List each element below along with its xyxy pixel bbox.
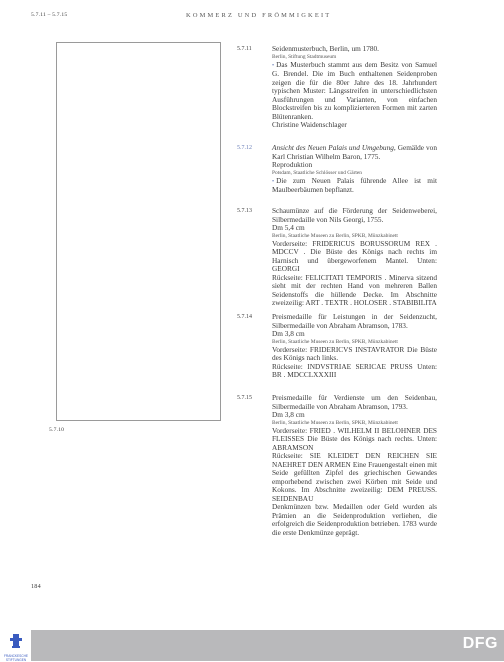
entry-body — [272, 313, 437, 380]
entry-text — [272, 224, 437, 233]
entry-line-text: Berlin, Stiftung Stadtmuseum — [272, 53, 337, 60]
entry-number: 5.7.15 — [237, 395, 252, 401]
entry-number: 5.7.13 — [237, 208, 252, 214]
entry-text — [272, 394, 437, 411]
entry-line-text: Potsdam, Staatliche Schlösser und Gärten — [272, 169, 362, 176]
footer-bar — [31, 630, 504, 661]
entry-line-text: Seidenmusterbuch, Berlin, um 1780. — [272, 44, 380, 53]
bullet-icon: • — [272, 62, 275, 69]
entry-text — [272, 207, 437, 224]
catalogue-entry — [237, 45, 437, 130]
catalogue-entry — [237, 394, 437, 537]
entry-line-text: Dm 5,4 cm — [272, 223, 305, 232]
entry-text — [272, 144, 437, 161]
entry-line-text: Rückseite: FELICITATI TEMPORIS . Minerva sitzend sieht mit der rechten Hand von mehreren Ballen Seidenstoffs die hüllende Decke. Im Abschnitte zweizeilig: ART . TEXTR . HOLOSER . STABIBILITA — [272, 272, 437, 307]
logo-emblem-icon — [3, 632, 29, 650]
figure-frame — [56, 42, 221, 421]
entry-line-text: Denkmünzen bzw. Medaillen oder Geld wurden als Prämien an die Seidenproduktion verliehen, die erfolgreich die Seidenproduktion betrieben. 1783 wurde die erste Denkmünze geprägt. — [272, 502, 437, 537]
entry-line-text: Christine Waidenschlager — [272, 120, 347, 129]
entry-number: 5.7.14 — [237, 314, 252, 320]
entry-text — [272, 452, 437, 503]
catalogue-entry — [237, 313, 437, 380]
entry-text — [272, 61, 437, 122]
entry-line-text: Berlin, Staatliche Museen zu Berlin, SPKB, Münzkabinett — [272, 419, 398, 426]
entry-line-suffix: , Gemälde von Karl Christian Wilhelm Baron, 1775. — [272, 143, 437, 161]
entry-body — [272, 207, 437, 308]
artwork-title: Ansicht des Neuen Palais und Umgebung — [272, 143, 394, 152]
figure-caption-number: 5.7.10 — [49, 427, 65, 433]
entry-text — [272, 313, 437, 330]
entry-line-text: Die zum Neuen Palais führende Allee ist mit Maulbeerbäumen bepflanzt. — [272, 175, 437, 194]
dfg-logo: DFG — [462, 635, 498, 652]
entry-line-text: Vorderseite: FRIDERICVS INSTAVRATOR Die Büste des Königs nach links. — [272, 344, 437, 362]
entry-text — [272, 330, 437, 339]
entry-line-text: Vorderseite: FRIED . WILHELM II BELOHNER DES FLEISSES Die Büste des Königs nach rechts. Unten: ABRAMSON — [272, 425, 437, 452]
entry-text — [272, 177, 437, 195]
entry-line-text: Rückseite: INDVSTRIAE SERICAE PRUSS Unten: BR . MDCCLXXXIII — [272, 361, 437, 379]
entry-line-text: Berlin, Staatliche Museen zu Berlin, SPKB, Münzkabinett — [272, 338, 398, 345]
entry-body — [272, 144, 437, 195]
entry-line-text: Dm 3,8 cm — [272, 410, 305, 419]
running-head-range: 5.7.11 – 5.7.15 — [31, 12, 68, 18]
entry-text — [272, 411, 437, 420]
entry-line-text: Berlin, Staatliche Museen zu Berlin, SPKB, Münzkabinett — [272, 232, 398, 239]
entry-text — [272, 240, 437, 274]
entry-line-text: Schaumünze auf die Förderung der Seidenweberei, Silbermedaille von Nils Georgi, 1755. — [272, 206, 437, 224]
entry-text — [272, 427, 437, 453]
entry-line-text: Rückseite: SIE KLEIDET DEN REICHEN SIE NAEHRET DEN ARMEN Eine Frauengestalt einen mit Seide gefüllten Zipfel des griechischen Gewandes emporhebend zwischen zwei Körben mit Seide und Kokons. Im Abschnitte zweizeilig: DEM PREUSS. SEIDENBAU — [272, 451, 437, 503]
running-head-title: KOMMERZ UND FRÖMMIGKEIT — [186, 12, 332, 19]
entry-text — [272, 161, 437, 170]
catalogue-entry — [237, 207, 437, 308]
catalogue-entry — [237, 144, 437, 195]
entry-text — [272, 274, 437, 308]
franckesche-stiftungen-logo — [3, 632, 29, 660]
entry-text — [272, 45, 437, 54]
entry-text — [272, 503, 437, 537]
logo-wordmark: FRANCKESCHE STIFTUNGEN — [3, 654, 29, 662]
entry-body — [272, 394, 437, 537]
entry-line-text: Preismedaille für Verdienste um den Seidenbau, Silbermedaille von Abraham Abramson, 1793. — [272, 393, 437, 411]
entry-line-text: Das Musterbuch stammt aus dem Besitz von Samuel G. Brendel. Die im Buch enthaltenen Seidenproben zeigen die für die 80er Jahre des 18. Jahrhundert typischen Muster: Längsstreifen in unterschiedlichsten Ausführungen und Varianten, von einfachen Blockstreifen bis zu komplizierteren Formen mit zarten Blütenranken. — [272, 59, 437, 121]
bullet-icon: • — [272, 178, 275, 185]
page-number: 184 — [31, 583, 41, 590]
entry-text — [272, 121, 437, 130]
entry-line-text: Vorderseite: FRIDERICUS BORUSSORUM REX . MDCCV . Die Büste des Königs nach rechts im Harnisch und übergeworfenem Mantel. Unten: GEORGI — [272, 238, 437, 273]
entry-line-text: Dm 3,8 cm — [272, 329, 305, 338]
entry-line-text: Preismedaille für Leistungen in der Seidenzucht, Silbermedaille von Abraham Abramson, 1783. — [272, 312, 437, 330]
entry-text — [272, 346, 437, 363]
entry-line-text: Reproduktion — [272, 160, 313, 169]
entry-number: 5.7.12 — [237, 145, 252, 151]
entry-text — [272, 363, 437, 380]
entry-number: 5.7.11 — [237, 46, 252, 52]
entry-body — [272, 45, 437, 130]
